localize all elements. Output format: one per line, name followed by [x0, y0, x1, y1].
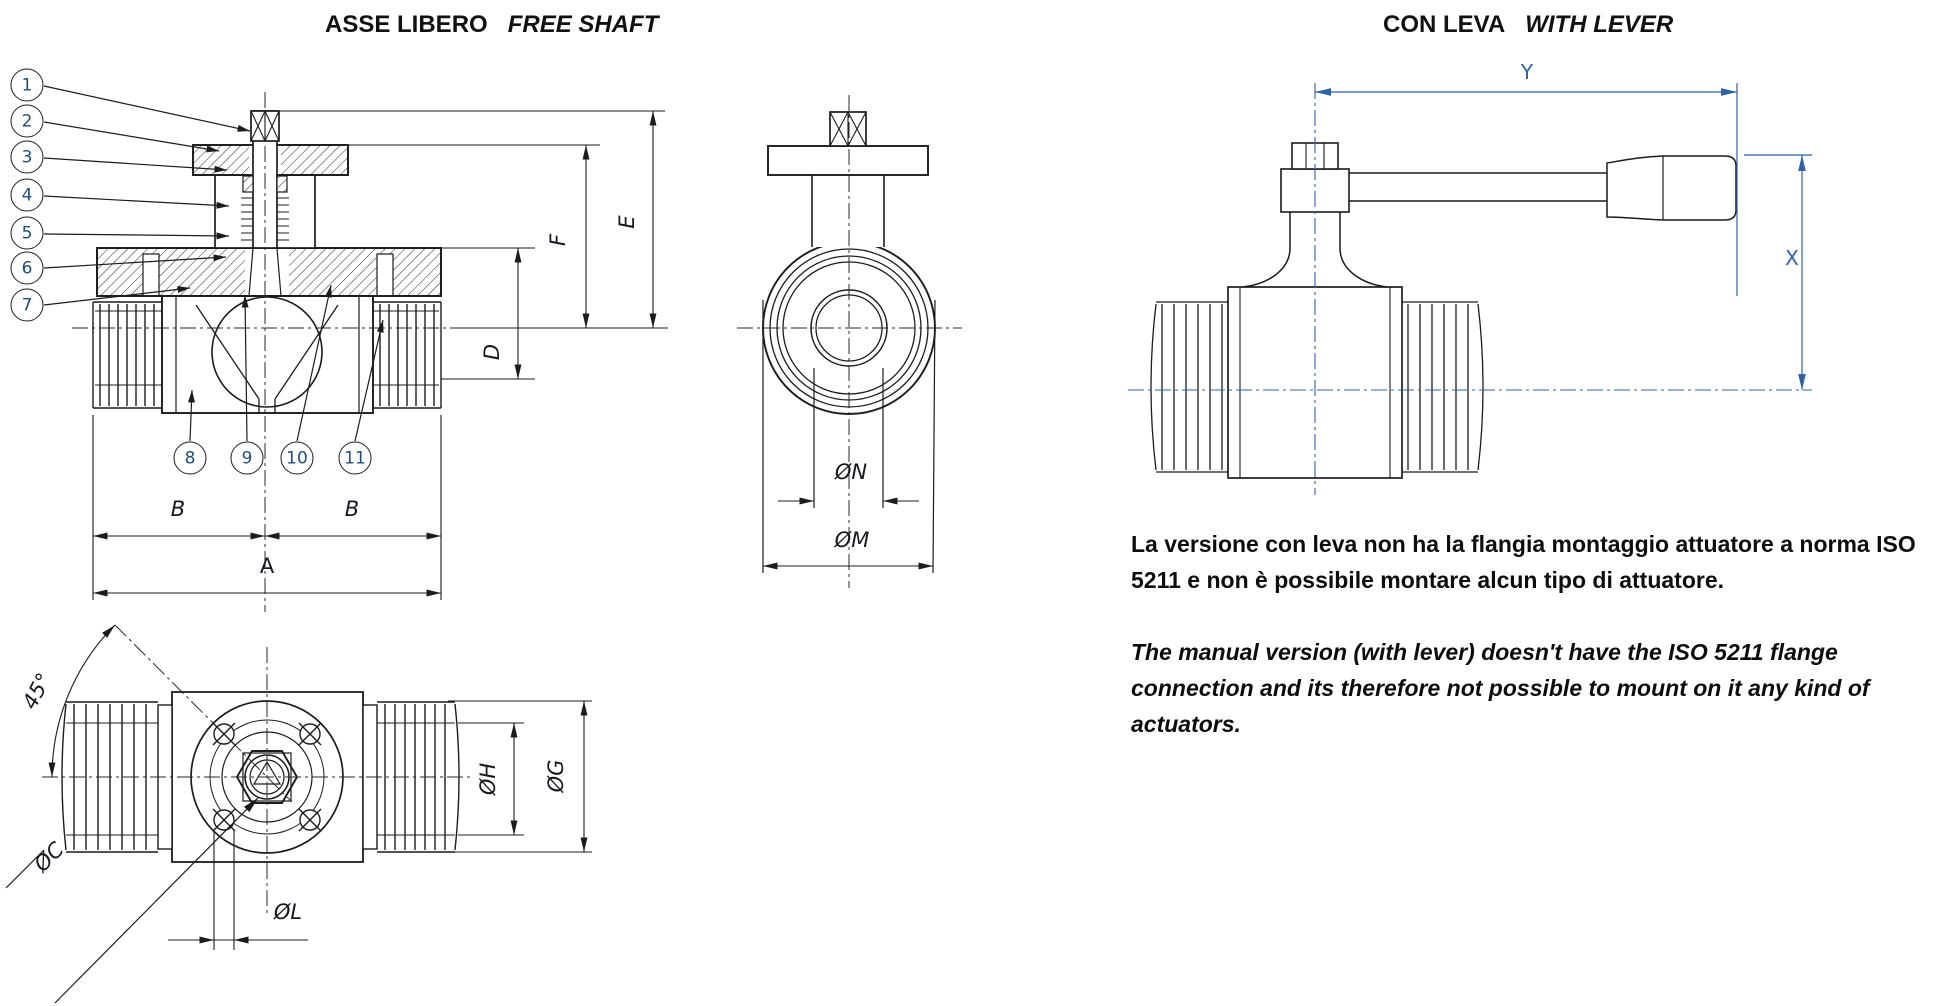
dim-label-b-left: B [170, 497, 186, 521]
dim-label-x: X [1785, 246, 1799, 270]
top-view [42, 625, 470, 915]
callout-9-number: 9 [241, 448, 253, 468]
callout-4-number: 4 [21, 185, 33, 205]
callout-8 [174, 442, 207, 475]
note-italian: La versione con leva non ha la flangia montaggio attuatore a norma ISO 5211 e non è possibile montare alcun tipo di attuatore. [1131, 531, 1916, 593]
free-shaft-title-italian: ASSE LIBERO [325, 11, 488, 38]
dim-label-m: ØM [834, 528, 870, 552]
callout-9 [231, 442, 264, 475]
callout-3-number: 3 [21, 147, 33, 167]
callout-3 [11, 141, 44, 174]
callout-7-number: 7 [21, 295, 33, 315]
callout-5-number: 5 [21, 223, 33, 243]
callout-7 [11, 289, 44, 322]
dim-label-d: D [480, 343, 504, 361]
note-english: The manual version (with lever) doesn't have the ISO 5211 flange connection and its therefore not possible to mount on it any kind of actuators. [1131, 639, 1870, 737]
dim-label-e: E [615, 215, 639, 229]
dim-label-g: ØG [544, 759, 568, 793]
callout-11-number: 11 [344, 448, 366, 468]
dim-label-l: ØL [273, 900, 303, 924]
callout-6-number: 6 [21, 258, 33, 278]
free-shaft-title-english: FREE SHAFT [507, 11, 659, 38]
dim-label-angle: 45° [17, 668, 57, 714]
callout-10 [281, 442, 314, 475]
lever-view [1128, 83, 1812, 495]
lever-title [1383, 11, 1673, 39]
callout-5 [11, 217, 44, 250]
callout-6 [11, 252, 44, 285]
lever-title-english: WITH LEVER [1525, 11, 1674, 38]
dim-label-a: A [259, 554, 275, 578]
callout-2 [11, 105, 44, 138]
free-shaft-title [325, 11, 658, 39]
callout-11 [339, 442, 372, 475]
callout-1 [11, 69, 44, 102]
free-shaft-section-view [72, 92, 470, 612]
callout-4 [11, 179, 44, 212]
callout-2-number: 2 [21, 111, 33, 131]
dim-label-c: ØC [29, 837, 69, 877]
lever-title-italian: CON LEVA [1383, 11, 1506, 38]
dim-label-h: ØH [476, 762, 500, 796]
dim-label-n: ØN [834, 460, 868, 484]
dim-label-f: F [546, 233, 570, 247]
callout-1-number: 1 [21, 75, 33, 95]
notes-block [1131, 526, 1931, 742]
callout-10-number: 10 [286, 448, 308, 468]
callout-8-number: 8 [184, 448, 196, 468]
dim-label-y: Y [1520, 60, 1534, 84]
dim-label-b-right: B [344, 497, 360, 521]
end-view [737, 95, 962, 588]
